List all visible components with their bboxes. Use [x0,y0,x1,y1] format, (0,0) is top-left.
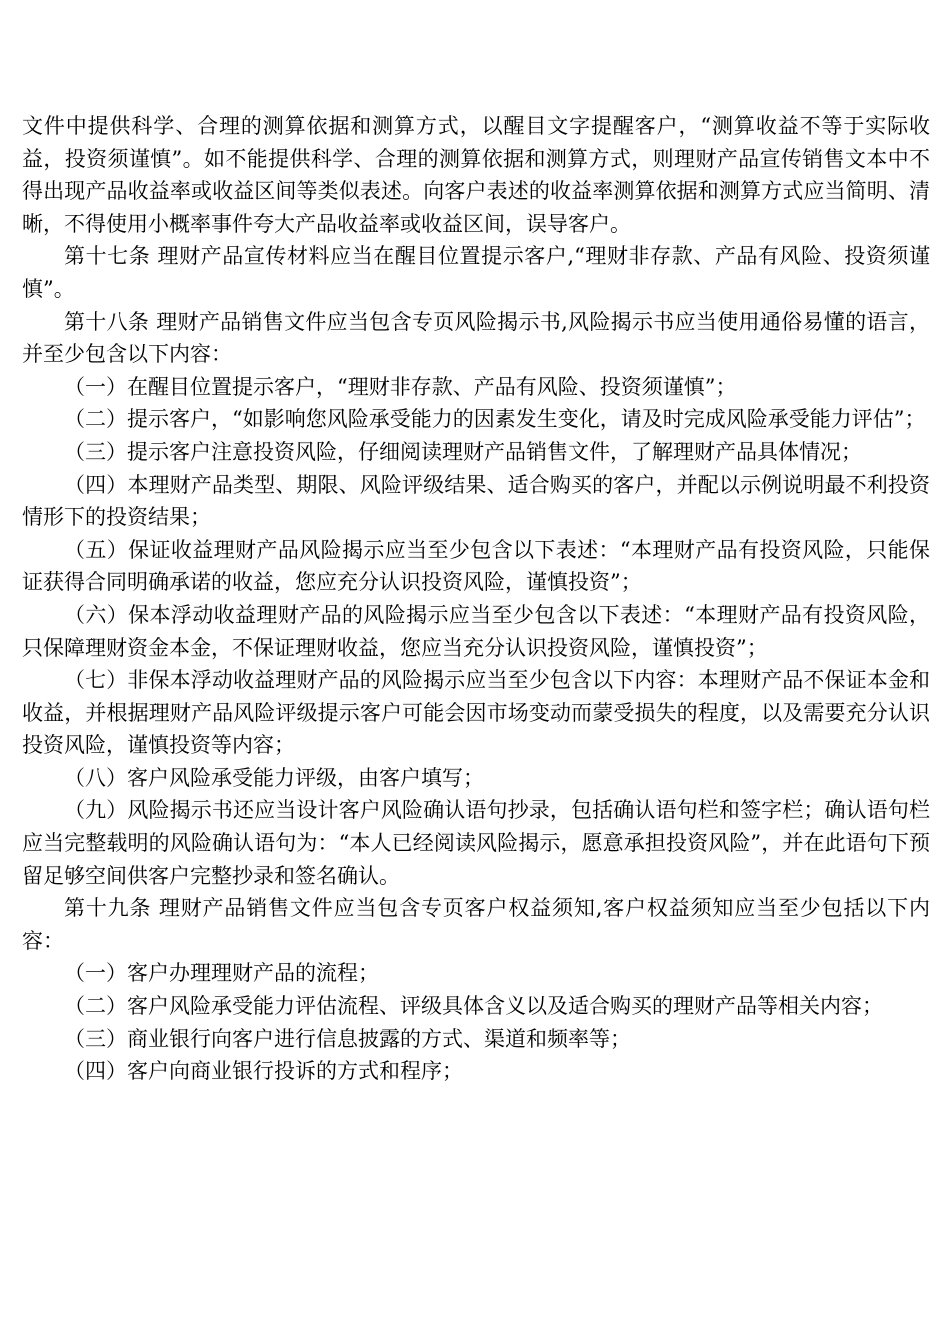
article-18-item-8: （八）客户风险承受能力评级，由客户填写； [64,765,484,790]
article-18-item-2: （二）提示客户，“如影响您风险承受能力的因素发生变化，请及时完成风险承受能力评估”； [64,407,926,432]
article-18-item-4: （四）本理财产品类型、期限、风险评级结果、适合购买的客户，并配以示例说明最不利投资情形下的投资结果； [22,472,930,530]
article-18-item-1: （一）在醒目位置提示客户，“理财非存款、产品有风险、投资须谨慎”； [64,374,737,399]
article-19-item-2: （二）客户风险承受能力评估流程、评级具体含义以及适合购买的理财产品等相关内容； [64,994,883,1019]
article-18-item-7: （七）非保本浮动收益理财产品的风险揭示应当至少包含以下内容：本理财产品不保证本金和收益，并根据理财产品风险评级提示客户可能会因市场变动而蒙受损失的程度，以及需要充分认识投资风险，谨慎投资等内容； [22,668,930,758]
article-18-item-3: （三）提示客户注意投资风险，仔细阅读理财产品销售文件，了解理财产品具体情况； [64,439,862,464]
article-18-item-5: （五）保证收益理财产品风险揭示应当至少包含以下表述：“本理财产品有投资风险，只能保证获得合同明确承诺的收益，您应充分认识投资风险，谨慎投资”； [22,537,930,595]
article-19-item-4: （四）客户向商业银行投诉的方式和程序； [64,1059,463,1084]
paragraph-continuation: 文件中提供科学、合理的测算依据和测算方式，以醒目文字提醒客户，“测算收益不等于实际收益，投资须谨慎”。如不能提供科学、合理的测算依据和测算方式，则理财产品宣传销售文本中不得出现产品收益率或收益区间等类似表述。向客户表述的收益率测算依据和测算方式应当简明、清晰，不得使用小概率事件夸大产品收益率或收益区间，误导客户。 [22,114,930,236]
article-19-item-1: （一）客户办理理财产品的流程； [64,961,379,986]
article-18: 第十八条 理财产品销售文件应当包含专页风险揭示书,风险揭示书应当使用通俗易懂的语言，并至少包含以下内容： [22,309,930,367]
document-page [22,110,930,1088]
article-18-item-6: （六）保本浮动收益理财产品的风险揭示应当至少包含以下表述：“本理财产品有投资风险，只保障理财资金本金，不保证理财收益，您应当充分认识投资风险，谨慎投资”； [22,602,930,660]
article-19-item-3: （三）商业银行向客户进行信息披露的方式、渠道和频率等； [64,1026,631,1051]
article-19: 第十九条 理财产品销售文件应当包含专页客户权益须知,客户权益须知应当至少包括以下内容： [22,896,930,953]
article-17: 第十七条 理财产品宣传材料应当在醒目位置提示客户,“理财非存款、产品有风险、投资须谨慎”。 [22,244,930,301]
article-18-item-9: （九）风险揭示书还应当设计客户风险确认语句抄录，包括确认语句栏和签字栏；确认语句栏应当完整载明的风险确认语句为：“本人已经阅读风险揭示，愿意承担投资风险”，并在此语句下预留足够空间供客户完整抄录和签名确认。 [22,798,930,888]
